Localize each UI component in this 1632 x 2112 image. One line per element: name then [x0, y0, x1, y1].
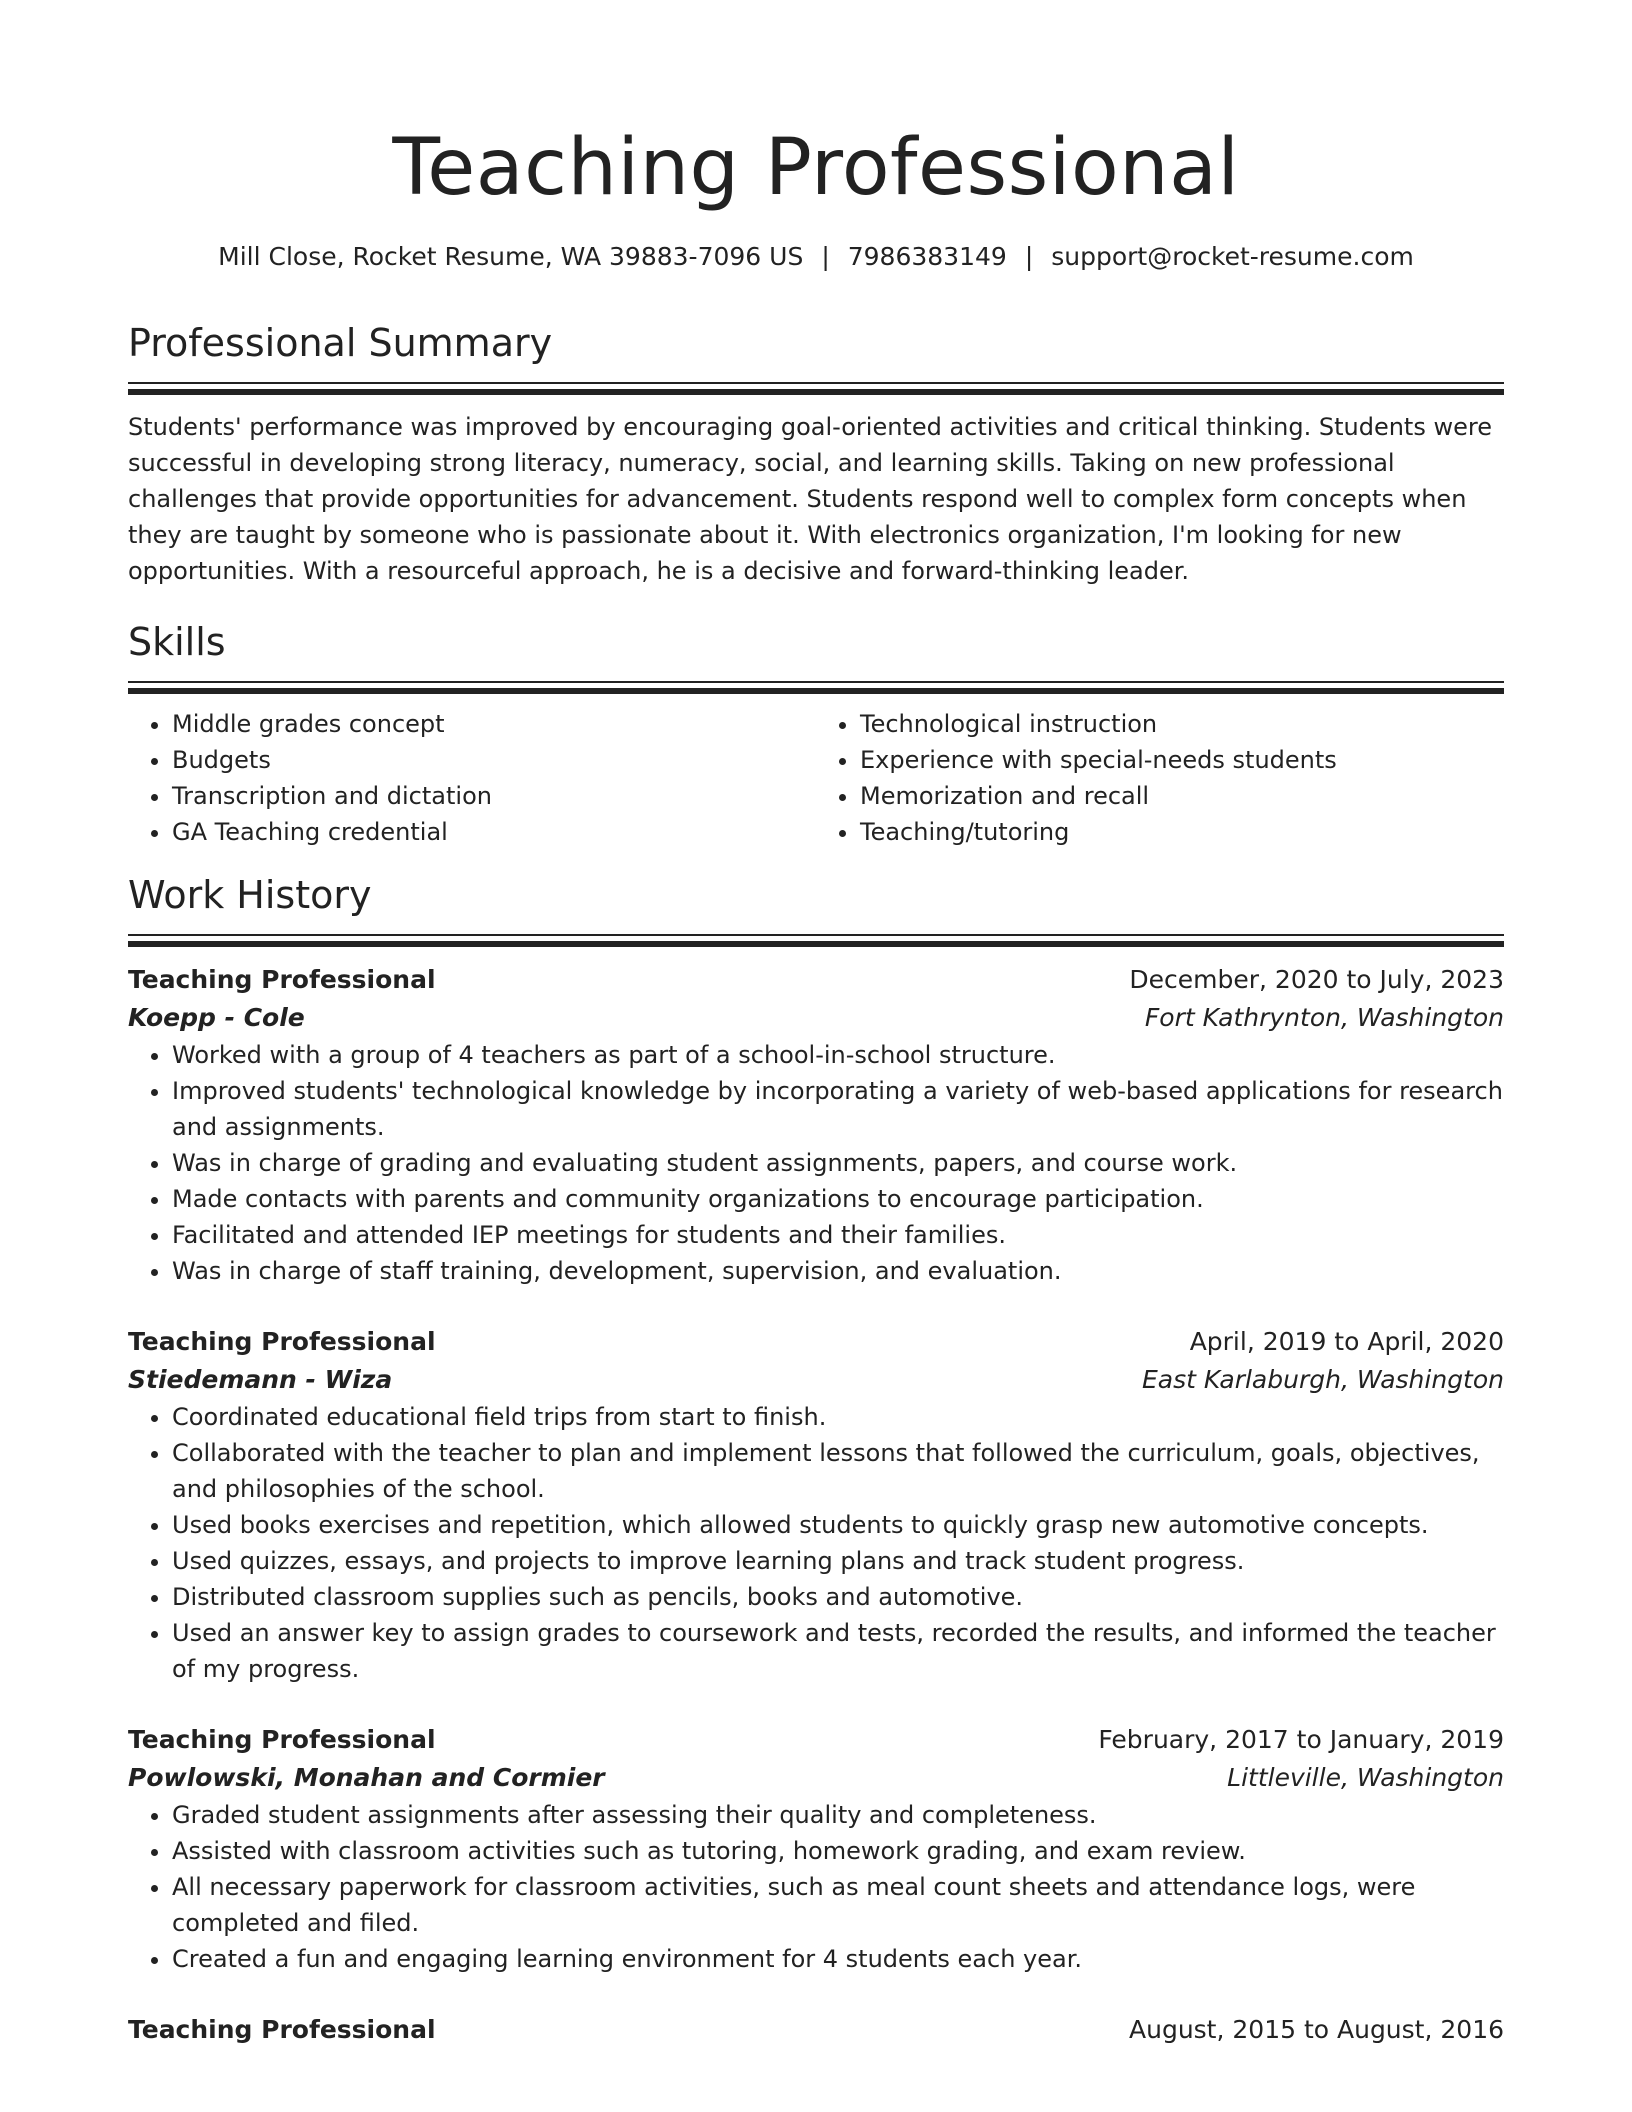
skill-item: • Technological instruction — [860, 706, 1504, 742]
job-company-row — [128, 999, 1504, 1037]
job-entry — [128, 1721, 1504, 1977]
job-company: Koepp - Cole — [128, 1003, 305, 1032]
skill-item: • Teaching/tutoring — [860, 814, 1504, 850]
section-title-skills: Skills — [128, 620, 226, 664]
job-title: Teaching Professional — [128, 1327, 436, 1356]
skills-section — [128, 617, 1504, 850]
job-bullets — [128, 1797, 1504, 1977]
job-header-row — [128, 2011, 1504, 2049]
job-location: Fort Kathrynton, Washington — [1144, 1003, 1504, 1032]
skill-item: • GA Teaching credential — [172, 814, 816, 850]
resume-page — [128, 0, 1504, 2049]
skill-item: • Middle grades concept — [172, 706, 816, 742]
job-location: Littleville, Washington — [1227, 1763, 1504, 1792]
job-bullet: • Coordinated educational field trips from start to finish. — [172, 1399, 1504, 1435]
email: support@rocket-resume.com — [1051, 242, 1414, 271]
section-title-summary: Professional Summary — [128, 321, 553, 365]
job-company-row — [128, 1759, 1504, 1797]
job-entry — [128, 961, 1504, 1289]
work-history-section — [128, 870, 1504, 2049]
summary-text: Students' performance was improved by encouraging goal-oriented activities and critical thinking. Students were successful in developing strong literacy, numeracy, social, and learning skills. Taking on new professional challenges that provide opportunities for advancement. Students respond well to complex form concepts when they are taught by someone who is passionate about it. With electronics organization, I'm looking for new opportunities. With a resourceful approach, he is a decisive and forward-thinking leader. — [128, 413, 1492, 585]
summary-section — [128, 318, 1504, 589]
job-entry — [128, 2011, 1504, 2049]
skills-column-left — [128, 706, 816, 850]
job-dates: August, 2015 to August, 2016 — [1129, 2015, 1504, 2044]
job-bullet: • Worked with a group of 4 teachers as part of a school-in-school structure. — [172, 1037, 1504, 1073]
phone: 7986383149 — [847, 242, 1007, 271]
job-dates: February, 2017 to January, 2019 — [1098, 1725, 1504, 1754]
job-title: Teaching Professional — [128, 1725, 436, 1754]
job-location: East Karlaburgh, Washington — [1142, 1365, 1504, 1394]
job-title: Teaching Professional — [128, 2015, 436, 2044]
contact-separator: | — [1024, 242, 1034, 271]
job-bullet: • Distributed classroom supplies such as pencils, books and automotive. — [172, 1579, 1504, 1615]
job-bullet: • Assisted with classroom activities such as tutoring, homework grading, and exam review. — [172, 1833, 1504, 1869]
contact-line — [128, 240, 1504, 274]
job-company: Powlowski, Monahan and Cormier — [128, 1763, 605, 1792]
job-bullet: • Improved students' technological knowledge by incorporating a variety of web-based applications for research and assignments. — [172, 1073, 1504, 1145]
resume-name: Teaching Professional — [392, 123, 1240, 213]
job-entry — [128, 1323, 1504, 1687]
skills-column-right — [816, 706, 1504, 850]
job-dates: December, 2020 to July, 2023 — [1129, 965, 1504, 994]
job-title: Teaching Professional — [128, 965, 436, 994]
address: Mill Close, Rocket Resume, WA 39883-7096 US — [218, 242, 804, 271]
job-bullet: • Collaborated with the teacher to plan and implement lessons that followed the curriculum, goals, objectives, and philosophies of the school. — [172, 1435, 1504, 1507]
skill-item: • Budgets — [172, 742, 816, 778]
job-bullet: • All necessary paperwork for classroom activities, such as meal count sheets and attendance logs, were completed and filed. — [172, 1869, 1504, 1941]
section-divider — [128, 934, 1504, 936]
section-divider-thick — [128, 941, 1504, 947]
job-bullet: • Used an answer key to assign grades to coursework and tests, recorded the results, and informed the teacher of my progress. — [172, 1615, 1504, 1687]
contact-separator: | — [821, 242, 830, 271]
skill-item: • Transcription and dictation — [172, 778, 816, 814]
section-divider-thick — [128, 688, 1504, 694]
job-bullet: • Was in charge of staff training, development, supervision, and evaluation. — [172, 1253, 1504, 1289]
job-bullet: • Was in charge of grading and evaluating student assignments, papers, and course work. — [172, 1145, 1504, 1181]
job-header-row — [128, 1323, 1504, 1361]
job-bullet: • Created a fun and engaging learning environment for 4 students each year. — [172, 1941, 1504, 1977]
job-bullets — [128, 1037, 1504, 1289]
job-bullets — [128, 1399, 1504, 1687]
job-bullet: • Made contacts with parents and community organizations to encourage participation. — [172, 1181, 1504, 1217]
job-bullet: • Graded student assignments after assessing their quality and completeness. — [172, 1797, 1504, 1833]
skill-item: • Experience with special-needs students — [860, 742, 1504, 778]
job-company-row — [128, 1361, 1504, 1399]
job-bullet: • Facilitated and attended IEP meetings for students and their families. — [172, 1217, 1504, 1253]
section-divider-thick — [128, 389, 1504, 395]
job-company: Stiedemann - Wiza — [128, 1365, 393, 1394]
section-title-work-history: Work History — [128, 873, 372, 917]
job-header-row — [128, 1721, 1504, 1759]
job-bullet: • Used books exercises and repetition, which allowed students to quickly grasp new automotive concepts. — [172, 1507, 1504, 1543]
job-bullet: • Used quizzes, essays, and projects to improve learning plans and track student progress. — [172, 1543, 1504, 1579]
job-header-row — [128, 961, 1504, 999]
skills-grid — [128, 706, 1504, 850]
job-dates: April, 2019 to April, 2020 — [1189, 1327, 1504, 1356]
section-divider — [128, 681, 1504, 683]
section-divider — [128, 382, 1504, 384]
skill-item: • Memorization and recall — [860, 778, 1504, 814]
